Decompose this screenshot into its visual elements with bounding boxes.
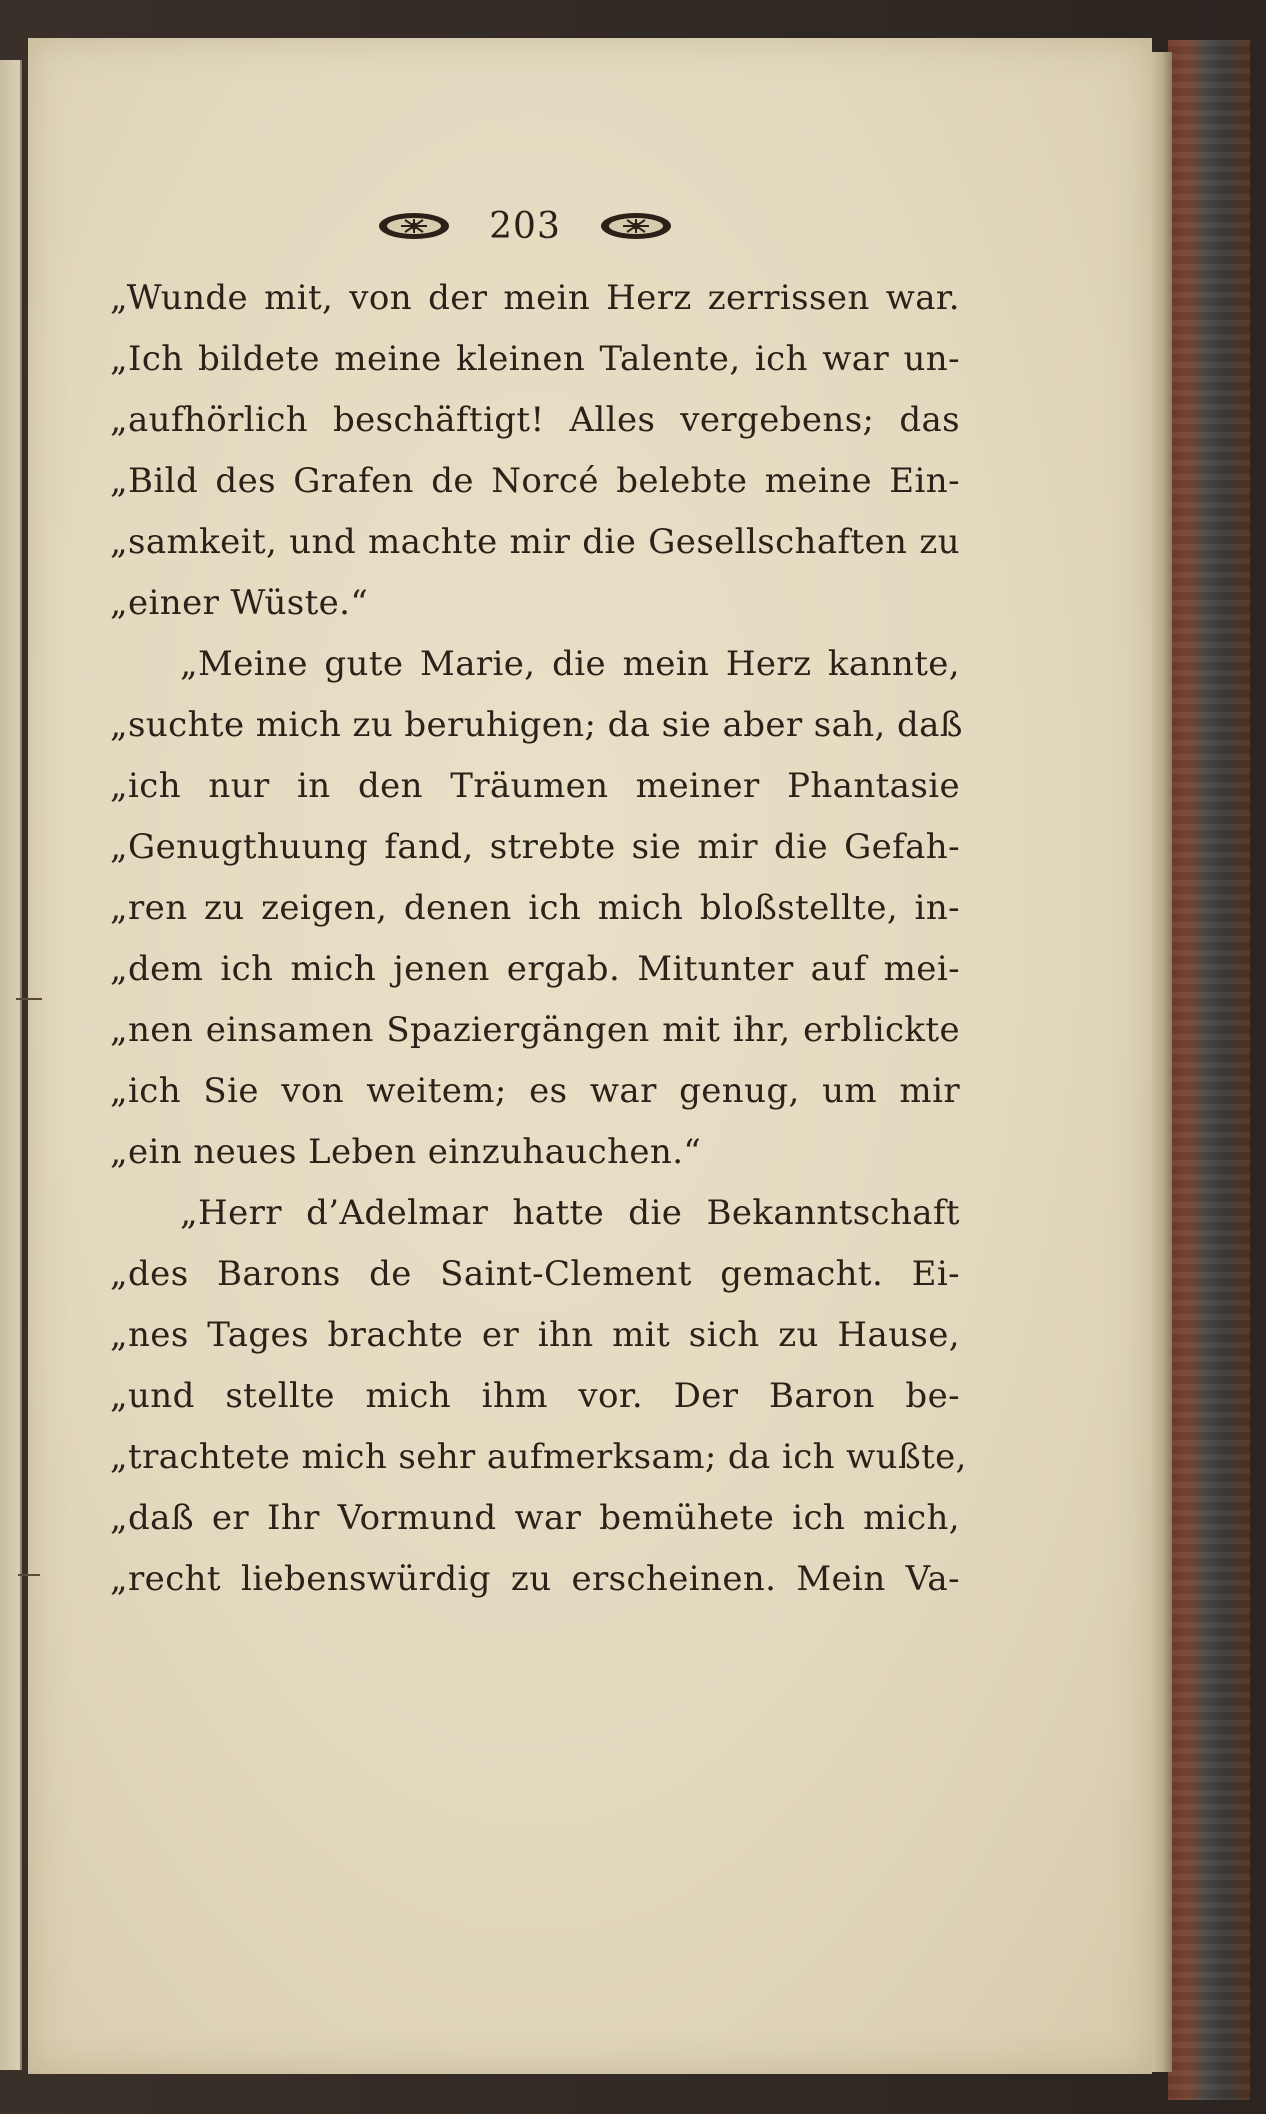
text-line: „und stellte mich ihm vor. Der Baron be- — [110, 1376, 960, 1416]
body-text — [110, 268, 967, 1610]
book-spine — [1168, 40, 1250, 2100]
text-line: „Bild des Grafen de Norcé belebte meine Ein- — [110, 461, 960, 501]
text-line: „suchte mich zu beruhigen; da sie aber sah, daß — [110, 705, 963, 745]
rosette-ornament-left-icon — [377, 211, 451, 241]
text-line: „Genugthuung fand, strebte sie mir die Gefah- — [110, 827, 960, 867]
page-header — [360, 196, 690, 256]
text-line: „Herr d’Adelmar hatte die Bekanntschaft — [180, 1193, 960, 1233]
text-line: „ich Sie von weitem; es war genug, um mir — [110, 1071, 960, 1111]
text-line: „Ich bildete meine kleinen Talente, ich war un- — [110, 339, 960, 379]
text-line: „ein neues Leben einzuhauchen.“ — [110, 1132, 702, 1172]
margin-mark — [18, 1574, 40, 1576]
text-line: „samkeit, und machte mir die Gesellschaften zu — [110, 522, 960, 562]
text-line: „ren zu zeigen, denen ich mich bloßstellte, in- — [110, 888, 960, 928]
text-line: „aufhörlich beschäftigt! Alles vergebens; das — [110, 400, 960, 440]
text-line: „Wunde mit, von der mein Herz zerrissen war. — [110, 278, 960, 318]
text-line: „des Barons de Saint-Clement gemacht. Ei- — [110, 1254, 960, 1294]
text-line: „daß er Ihr Vormund war bemühete ich mich, — [110, 1498, 960, 1538]
text-line: „recht liebenswürdig zu erscheinen. Mein Va- — [110, 1559, 960, 1599]
text-line: „Meine gute Marie, die mein Herz kannte, — [180, 644, 960, 684]
text-line: „dem ich mich jenen ergab. Mitunter auf mei- — [110, 949, 960, 989]
text-line: „nen einsamen Spaziergängen mit ihr, erblickte — [110, 1010, 960, 1050]
margin-mark — [16, 998, 42, 1000]
text-line: „einer Wüste.“ — [110, 583, 369, 623]
text-line: „ich nur in den Träumen meiner Phantasie — [110, 766, 960, 806]
text-line: „nes Tages brachte er ihn mit sich zu Hause, — [110, 1315, 960, 1355]
page-number: 203 — [489, 205, 561, 247]
facing-page-edge — [0, 60, 22, 2070]
rosette-ornament-right-icon — [599, 211, 673, 241]
text-line: „trachtete mich sehr aufmerksam; da ich wußte, — [110, 1437, 967, 1477]
